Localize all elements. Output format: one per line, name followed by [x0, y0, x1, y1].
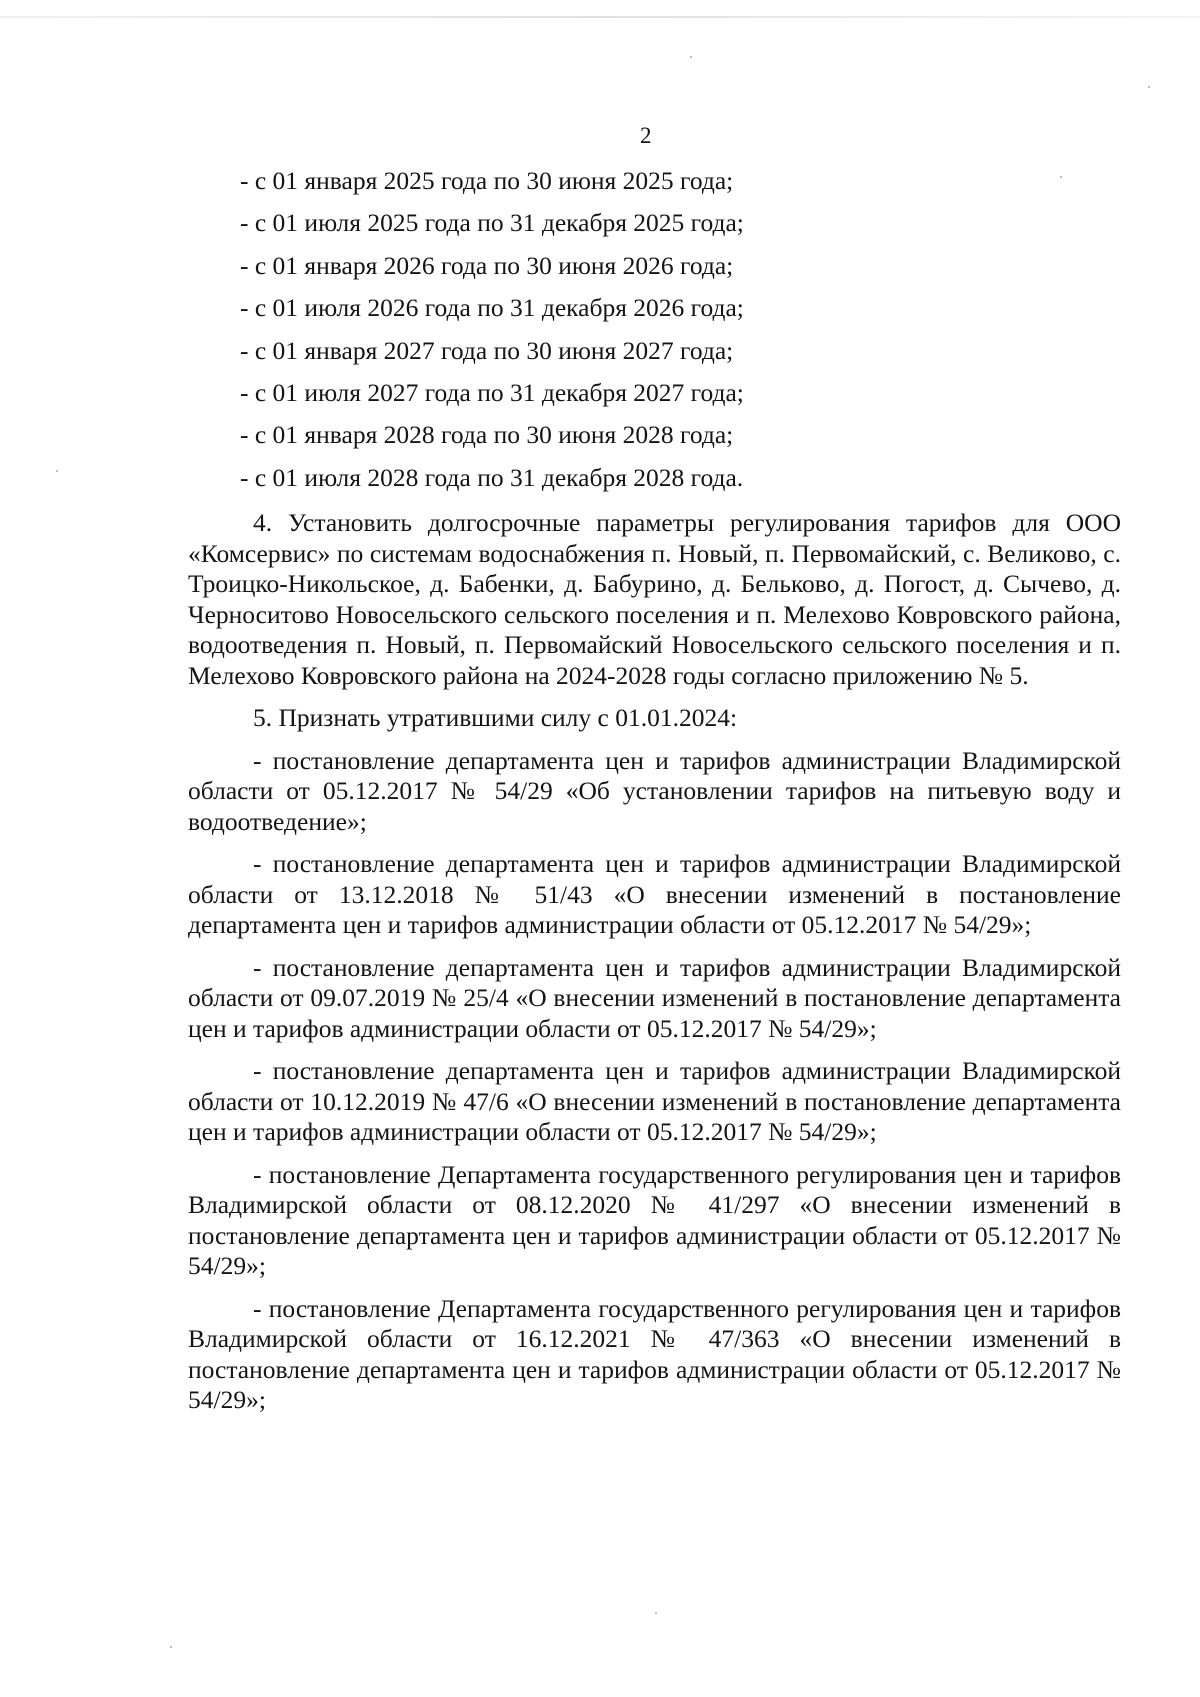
scan-speck: [170, 1646, 172, 1648]
scan-speck: [655, 1612, 657, 1614]
period-item: - с 01 января 2026 года по 30 июня 2026 года;: [240, 250, 734, 280]
repealed-act-item: - постановление Департамента государственного регулирования цен и тарифов Владимирской области от 08.12.2020 № 41/297 «О внесении изменений в постановление департамента цен и тарифов администрации области от 05.12.2017 № 54/29»;: [188, 1159, 1121, 1281]
period-item: - с 01 июля 2025 года по 31 декабря 2025 года;: [240, 208, 744, 238]
clause-5-heading: 5. Признать утратившими силу с 01.01.2024:: [253, 703, 738, 733]
clause-4: 4. Установить долгосрочные параметры регулирования тарифов для ООО «Комсервис» по системам водоснабжения п. Новый, п. Первомайский, с. Великово, с. Троицко-Никольское, д. Бабенки, д. Бабурино, д. Бельково, д. Погост, д. Сычево, д. Черноситово Новосельского сельского поселения и п. Мелехово Ковровского района, водоотведения п. Новый, п. Первомайский Новосельского сельского поселения и п. Мелехово Ковровского района на 2024-2028 годы согласно приложению № 5.: [188, 508, 1121, 690]
repealed-act-item: - постановление департамента цен и тарифов администрации Владимирской области от 13.12.2018 № 51/43 «О внесении изменений в постановление департамента цен и тарифов администрации области от 05.12.2017 № 54/29»;: [188, 849, 1121, 940]
period-item: - с 01 января 2025 года по 30 июня 2025 года;: [240, 166, 734, 195]
period-item: - с 01 июля 2026 года по 31 декабря 2026 года;: [240, 293, 744, 323]
scan-speck: [1148, 86, 1150, 88]
document-body: [188, 160, 1121, 1416]
period-list: [188, 160, 1121, 499]
period-item: - с 01 января 2028 года по 30 июня 2028 года;: [240, 420, 734, 450]
repealed-act-item: - постановление департамента цен и тарифов администрации Владимирской области от 09.07.2019 № 25/4 «О внесении изменений в постановление департамента цен и тарифов администрации области от 05.12.2017 № 54/29»;: [188, 952, 1121, 1043]
scan-speck: [690, 56, 692, 58]
repealed-act-item: - постановление департамента цен и тарифов администрации Владимирской области от 05.12.2017 № 54/29 «Об установлении тарифов на питьевую воду и водоотведение»;: [188, 745, 1121, 836]
scan-speck: [56, 470, 58, 472]
page-number: 2: [640, 123, 652, 148]
period-item: - с 01 июля 2027 года по 31 декабря 2027 года;: [240, 377, 744, 407]
period-item: - с 01 июля 2028 года по 31 декабря 2028 года.: [240, 462, 744, 492]
repealed-act-item: - постановление департамента цен и тарифов администрации Владимирской области от 10.12.2019 № 47/6 «О внесении изменений в постановление департамента цен и тарифов администрации области от 05.12.2017 № 54/29»;: [188, 1056, 1121, 1147]
period-item: - с 01 января 2027 года по 30 июня 2027 года;: [240, 335, 734, 365]
scan-speck: [1060, 176, 1062, 178]
scan-edge-line: [0, 16, 1200, 18]
repealed-act-item: - постановление Департамента государственного регулирования цен и тарифов Владимирской области от 16.12.2021 № 47/363 «О внесении изменений в постановление департамента цен и тарифов администрации области от 05.12.2017 № 54/29»;: [188, 1293, 1121, 1415]
